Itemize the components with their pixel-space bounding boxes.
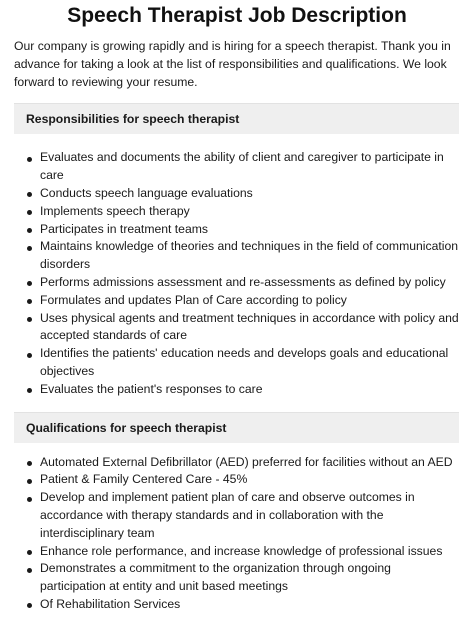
responsibilities-list — [0, 149, 460, 398]
list-item: Demonstrates a commitment to the organization through ongoing participation at entity and unit based meetings — [40, 560, 460, 596]
list-item: Automated External Defibrillator (AED) preferred for facilities without an AED — [40, 454, 460, 472]
intro-paragraph: Our company is growing rapidly and is hiring for a speech therapist. Thank you in advance for taking a look at the list of responsibilities and qualifications. We look forward to reviewing your resume. — [14, 39, 451, 89]
list-item: Of Rehabilitation Services — [40, 596, 460, 614]
list-item: Participates in treatment teams — [40, 221, 460, 239]
list-item: Enhance role performance, and increase knowledge of professional issues — [40, 543, 460, 561]
qualifications-heading: Qualifications for speech therapist — [14, 412, 459, 443]
list-item: Conducts speech language evaluations — [40, 185, 460, 203]
list-item: Uses physical agents and treatment techniques in accordance with policy and accepted standards of care — [40, 310, 460, 346]
list-item: Performs admissions assessment and re-assessments as defined by policy — [40, 274, 460, 292]
responsibilities-heading: Responsibilities for speech therapist — [14, 103, 459, 134]
list-item: Evaluates and documents the ability of client and caregiver to participate in care — [40, 149, 460, 185]
list-item: Evaluates the patient's responses to care — [40, 381, 460, 399]
list-item: Implements speech therapy — [40, 203, 460, 221]
list-item: Maintains knowledge of theories and techniques in the field of communication disorders — [40, 238, 460, 274]
qualifications-list — [0, 454, 460, 614]
page-title: Speech Therapist Job Description — [67, 4, 407, 27]
list-item: Formulates and updates Plan of Care according to policy — [40, 292, 460, 310]
list-item: Identifies the patients' education needs and develops goals and educational objectives — [40, 345, 460, 381]
list-item: Develop and implement patient plan of care and observe outcomes in accordance with therapy standards and in collaboration with the interdisciplinary team — [40, 489, 460, 542]
list-item: Patient & Family Centered Care - 45% — [40, 471, 460, 489]
